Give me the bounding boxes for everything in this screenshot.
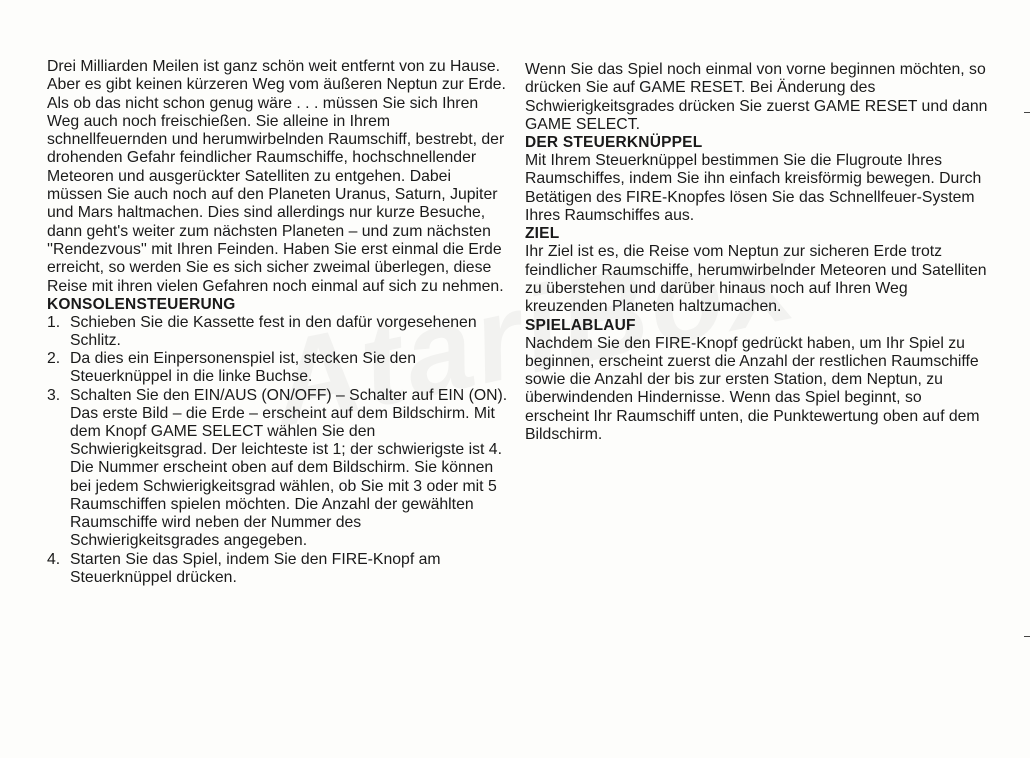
- step-number: 4.: [47, 550, 61, 568]
- steps-list: [47, 314, 509, 587]
- spielablauf-heading: SPIELABLAUF: [525, 316, 636, 334]
- spielablauf-paragraph: Nachdem Sie den FIRE-Knopf gedrückt haben, um Ihr Spiel zu beginnen, erscheint zuerst die Anzahl der restlichen Raumschiffe sowie die Anzahl der bis zur ersten Station, dem Neptun, zu überwindenden Hindernisse. Wenn das Spiel beginnt, so erscheint Ihr Raumschiff unten, die Punktewertung oben auf dem Bildschirm.: [525, 334, 980, 444]
- ziel-paragraph: Ihr Ziel ist es, die Reise vom Neptun zur sicheren Erde trotz feindlicher Raumschiffe, herumwirbelnder Meteoren und Satelliten zu überstehen und darüber hinaus noch auf Ihren Weg kreuzenden Planeten haltzumachen.: [525, 243, 987, 316]
- list-item: [47, 387, 509, 551]
- page-edge-mark: [1024, 112, 1030, 113]
- list-item: [47, 551, 509, 587]
- step-text: Da dies ein Einpersonenspiel ist, stecken Sie den Steuerknüppel in die linke Buchse.: [70, 350, 416, 386]
- page-edge-mark: [1024, 636, 1030, 637]
- konsolensteuerung-heading: KONSOLENSTEUERUNG: [47, 295, 236, 313]
- step-number: 3.: [47, 386, 61, 404]
- list-item: [47, 314, 509, 350]
- steuerknueppel-paragraph: Mit Ihrem Steuerknüppel bestimmen Sie die Flugroute Ihres Raumschiffes, indem Sie ihn einfach kreisförmig bewegen. Durch Betätigen des FIRE-Knopfes lösen Sie das Schnellfeuer-System Ihres Raumschiffes aus.: [525, 152, 982, 225]
- right-column: [525, 61, 990, 444]
- step-text: Starten Sie das Spiel, indem Sie den FIRE-Knopf am Steuerknüppel drücken.: [70, 550, 441, 586]
- step-text: Schalten Sie den EIN/AUS (ON/OFF) – Schalter auf EIN (ON). Das erste Bild – die Erde – erscheint auf dem Bildschirm. Mit dem Knopf GAME SELECT wählen Sie den Schwierigkeitsgrad. Der leichteste ist 1; der schwierigste ist 4. Die Nummer erscheint oben auf dem Bildschirm. Sie können bei jedem Schwierigkeitsgrad wählen, ob Sie mit 3 oder mit 5 Raumschiffen spielen möchten. Die Anzahl der gewählten Raumschiffe wird neben der Nummer des Schwierigkeitsgrades angegeben.: [70, 386, 508, 550]
- step-text: Schieben Sie die Kassette fest in den dafür vorgesehenen Schlitz.: [70, 313, 477, 350]
- list-item: [47, 350, 509, 386]
- restart-paragraph: Wenn Sie das Spiel noch einmal von vorne beginnen möchten, so drücken Sie auf GAME RESET. Bei Änderung des Schwierigkeitsgrades drücken Sie zuerst GAME RESET und dann GAME SELECT.: [525, 61, 988, 133]
- step-number: 1.: [47, 313, 61, 331]
- steuerknueppel-heading: DER STEUERKNÜPPEL: [525, 134, 703, 152]
- intro-paragraph: Drei Milliarden Meilen ist ganz schön weit entfernt von zu Hause. Aber es gibt keinen kürzeren Weg vom äußeren Neptun zur Erde. Als ob das nicht schon genug wäre . . . müssen Sie sich Ihren Weg auch noch freischießen. Sie alleine in Ihrem schnellfeuernden und herumwirbelnden Raumschiff, bestrebt, der drohenden Gefahr feindlicher Raumschiffe, hochschnellender Meteoren und ausgerückter Satelliten zu entgehen. Dabei müssen Sie auch noch auf den Planeten Uranus, Saturn, Jupiter und Mars haltmachen. Dies sind allerdings nur kurze Besuche, dann geht's weiter zum nächsten Planeten – und zum nächsten ''Rendezvous'' mit Ihren Feinden. Haben Sie erst einmal die Erde erreicht, so werden Sie es sich sicher zweimal überlegen, diese Reise mit ihren vielen Gefahren noch einmal auf sich zu nehmen.: [47, 58, 506, 295]
- left-column: [47, 58, 509, 587]
- step-number: 2.: [47, 350, 61, 368]
- ziel-heading: ZIEL: [525, 225, 560, 243]
